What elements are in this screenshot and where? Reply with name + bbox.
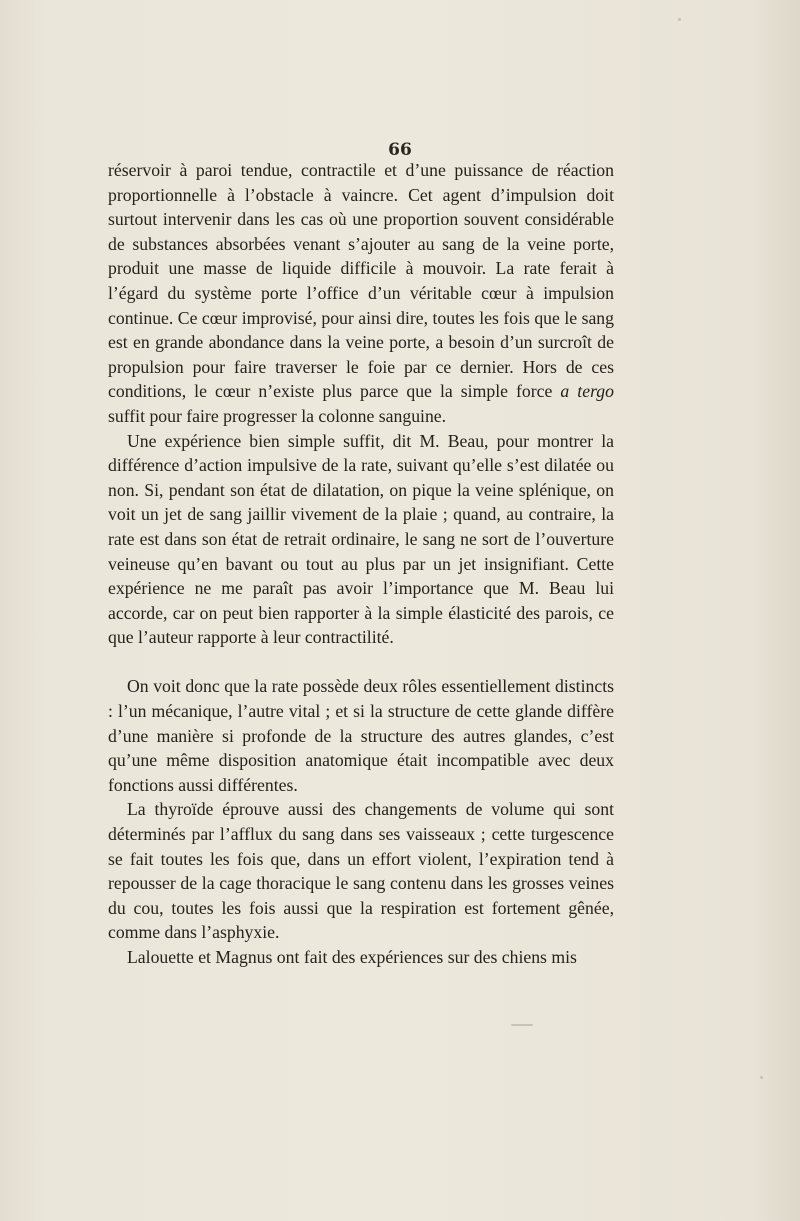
paragraph-4: La thyroïde éprouve aussi des changements de volume qui sont déterminés par l’afflux du sang dans ses vaisseaux ; cette turgescence se fait toutes les fois que, dans un effort violent, l’expiration tend à repousser de la cage thoracique le sang contenu dans les grosses veines du cou, toutes les fois aussi que la respiration est fortement gênée, comme dans l’asphyxie.: [108, 799, 614, 943]
paper-speck: [511, 1024, 533, 1026]
paper-speck: [678, 18, 681, 21]
page-body-text: [108, 158, 614, 970]
paragraph-5: Lalouette et Magnus ont fait des expériences sur des chiens mis: [127, 947, 577, 967]
paragraph-1-text: réservoir à paroi tendue, contractile et d’une puissance de réaction proportionnelle à l’obstacle à vaincre. Cet agent d’impulsion doit surtout intervenir dans les cas où une proportion souvent considérable de substances absorbées venant s’ajouter au sang de la veine porte, produit une masse de liquide difficile à mouvoir. La rate ferait à l’égard du système porte l’office d’un véritable cœur à impulsion continue. Ce cœur improvisé, pour ainsi dire, toutes les fois que le sang est en grande abondance dans la veine porte, a besoin d’un surcroît de propulsion pour faire traverser le foie par ce dernier. Hors de ces conditions, le cœur n’existe plus parce que la simple force: [108, 160, 614, 402]
paragraph-1-after: suffit pour faire progresser la colonne sanguine.: [108, 405, 447, 426]
paragraph-3: On voit donc que la rate possède deux rôles essentiellement distincts : l’un mécanique, l’autre vital ; et si la structure de cette glande diffère d’une manière si profonde de la structure des autres glandes, c’est qu’une même disposition anatomique était incompatible avec deux fonctions aussi différentes.: [108, 676, 614, 795]
paragraph-2: Une expérience bien simple suffit, dit M. Beau, pour montrer la différence d’action impulsive de la rate, suivant qu’elle s’est dilatée ou non. Si, pendant son état de dilatation, on pique la veine splénique, on voit un jet de sang jaillir vivement de la plaie ; quand, au contraire, la rate est dans son état de retrait ordinaire, le sang ne sort de l’ouverture veineuse qu’en bavant ou tout au plus par un jet insignifiant. Cette expérience ne me paraît pas avoir l’importance que M. Beau lui accorde, car on peut bien rapporter à la simple élasticité des parois, ce que l’auteur rapporte à leur contractilité.: [108, 430, 614, 648]
paper-speck: [760, 1076, 763, 1079]
paragraph-1: [108, 158, 614, 429]
paragraph-1-italic: a tergo: [560, 381, 614, 402]
page-number: 66: [388, 140, 412, 160]
